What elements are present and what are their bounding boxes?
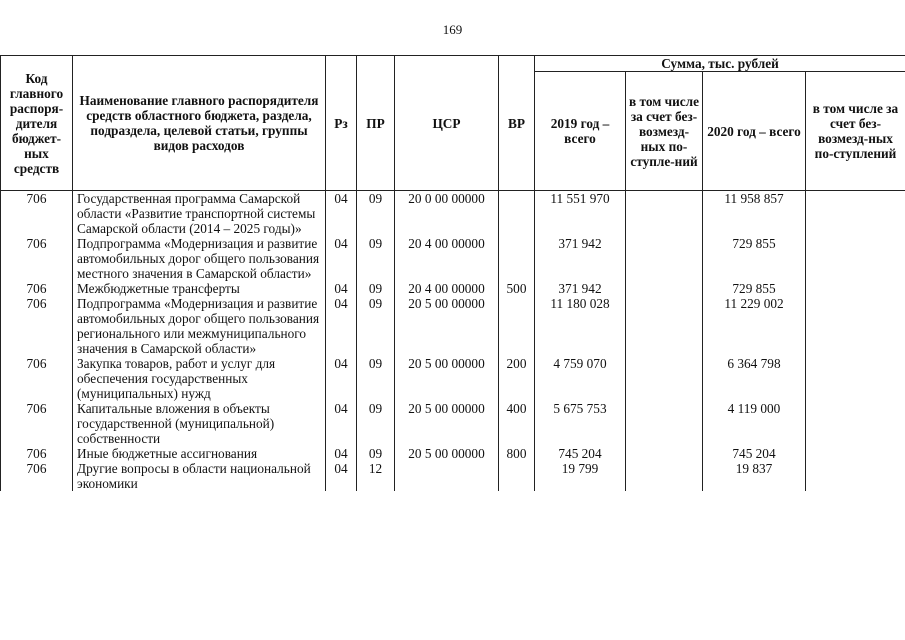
cell-code: 706 bbox=[1, 401, 73, 446]
col-header-sum-group: Сумма, тыс. рублей bbox=[535, 56, 905, 72]
cell-rz: 04 bbox=[326, 401, 357, 446]
col-header-csr: ЦСР bbox=[395, 56, 499, 191]
cell-csr: 20 0 00 00000 bbox=[395, 191, 499, 237]
table-row bbox=[1, 236, 905, 281]
cell-2020-gratuitous bbox=[806, 236, 905, 281]
cell-2020-gratuitous bbox=[806, 401, 905, 446]
cell-name: Межбюджетные трансферты bbox=[73, 281, 326, 296]
cell-vr bbox=[499, 296, 535, 356]
table-row bbox=[1, 461, 905, 491]
cell-2020-total: 729 855 bbox=[703, 281, 806, 296]
cell-pr: 12 bbox=[357, 461, 395, 491]
table-row bbox=[1, 401, 905, 446]
cell-name: Иные бюджетные ассигнования bbox=[73, 446, 326, 461]
cell-csr: 20 5 00 00000 bbox=[395, 401, 499, 446]
cell-name: Подпрограмма «Модернизация и развитие автомобильных дорог общего пользования регионального или межмуниципального значения в Самарской области» bbox=[73, 296, 326, 356]
cell-2019-total: 371 942 bbox=[535, 236, 626, 281]
cell-2019-total: 745 204 bbox=[535, 446, 626, 461]
cell-name: Государственная программа Самарской области «Развитие транспортной системы Самарской области (2014 – 2025 годы)» bbox=[73, 191, 326, 237]
col-header-code: Код главного распоря-дителя бюджет-ных средств bbox=[1, 56, 73, 191]
cell-rz: 04 bbox=[326, 296, 357, 356]
cell-2020-total: 6 364 798 bbox=[703, 356, 806, 401]
cell-2020-total: 19 837 bbox=[703, 461, 806, 491]
cell-csr: 20 4 00 00000 bbox=[395, 281, 499, 296]
cell-pr: 09 bbox=[357, 191, 395, 237]
col-header-pr: ПР bbox=[357, 56, 395, 191]
cell-code: 706 bbox=[1, 446, 73, 461]
cell-code: 706 bbox=[1, 236, 73, 281]
cell-2019-gratuitous bbox=[626, 296, 703, 356]
cell-pr: 09 bbox=[357, 401, 395, 446]
cell-code: 706 bbox=[1, 296, 73, 356]
cell-2020-gratuitous bbox=[806, 461, 905, 491]
table-header-row-1 bbox=[1, 56, 905, 72]
cell-pr: 09 bbox=[357, 236, 395, 281]
cell-pr: 09 bbox=[357, 356, 395, 401]
cell-vr: 500 bbox=[499, 281, 535, 296]
cell-2020-total: 729 855 bbox=[703, 236, 806, 281]
cell-2019-gratuitous bbox=[626, 236, 703, 281]
col-header-2020-gratuitous: в том числе за счет без-возмезд-ных по-ступлений bbox=[806, 72, 905, 191]
cell-code: 706 bbox=[1, 191, 73, 237]
budget-table bbox=[0, 55, 905, 491]
table-row bbox=[1, 281, 905, 296]
col-header-name: Наименование главного распорядителя средств областного бюджета, раздела, подраздела, целевой статьи, группы видов расходов bbox=[73, 56, 326, 191]
cell-vr bbox=[499, 191, 535, 237]
cell-rz: 04 bbox=[326, 461, 357, 491]
budget-table-wrap bbox=[0, 55, 905, 491]
cell-2019-total: 371 942 bbox=[535, 281, 626, 296]
cell-name: Другие вопросы в области национальной экономики bbox=[73, 461, 326, 491]
cell-2019-total: 5 675 753 bbox=[535, 401, 626, 446]
cell-vr: 400 bbox=[499, 401, 535, 446]
cell-rz: 04 bbox=[326, 191, 357, 237]
cell-2020-gratuitous bbox=[806, 191, 905, 237]
cell-2019-total: 4 759 070 bbox=[535, 356, 626, 401]
col-header-2019-gratuitous: в том числе за счет без-возмезд-ных по-ступле-ний bbox=[626, 72, 703, 191]
cell-2020-gratuitous bbox=[806, 281, 905, 296]
cell-vr: 800 bbox=[499, 446, 535, 461]
table-row bbox=[1, 446, 905, 461]
cell-rz: 04 bbox=[326, 236, 357, 281]
cell-vr: 200 bbox=[499, 356, 535, 401]
cell-2019-gratuitous bbox=[626, 446, 703, 461]
col-header-vr: ВР bbox=[499, 56, 535, 191]
cell-2019-gratuitous bbox=[626, 461, 703, 491]
table-row bbox=[1, 356, 905, 401]
cell-pr: 09 bbox=[357, 446, 395, 461]
cell-2019-total: 19 799 bbox=[535, 461, 626, 491]
cell-2020-total: 11 229 002 bbox=[703, 296, 806, 356]
table-row bbox=[1, 191, 905, 237]
cell-code: 706 bbox=[1, 281, 73, 296]
table-row bbox=[1, 296, 905, 356]
cell-2020-total: 745 204 bbox=[703, 446, 806, 461]
cell-2019-total: 11 180 028 bbox=[535, 296, 626, 356]
cell-code: 706 bbox=[1, 461, 73, 491]
cell-csr bbox=[395, 461, 499, 491]
col-header-rz: Рз bbox=[326, 56, 357, 191]
cell-csr: 20 5 00 00000 bbox=[395, 356, 499, 401]
cell-2019-gratuitous bbox=[626, 401, 703, 446]
cell-rz: 04 bbox=[326, 356, 357, 401]
cell-vr bbox=[499, 236, 535, 281]
cell-2019-total: 11 551 970 bbox=[535, 191, 626, 237]
cell-rz: 04 bbox=[326, 281, 357, 296]
col-header-2020-total: 2020 год – всего bbox=[703, 72, 806, 191]
cell-vr bbox=[499, 461, 535, 491]
cell-csr: 20 5 00 00000 bbox=[395, 296, 499, 356]
cell-csr: 20 4 00 00000 bbox=[395, 236, 499, 281]
cell-2019-gratuitous bbox=[626, 356, 703, 401]
cell-2019-gratuitous bbox=[626, 281, 703, 296]
page-number: 169 bbox=[442, 22, 463, 37]
cell-2020-gratuitous bbox=[806, 446, 905, 461]
cell-name: Капитальные вложения в объекты государственной (муниципальной) собственности bbox=[73, 401, 326, 446]
cell-name: Подпрограмма «Модернизация и развитие автомобильных дорог общего пользования местного значения в Самарской области» bbox=[73, 236, 326, 281]
cell-pr: 09 bbox=[357, 296, 395, 356]
cell-rz: 04 bbox=[326, 446, 357, 461]
cell-code: 706 bbox=[1, 356, 73, 401]
col-header-2019-total: 2019 год – всего bbox=[535, 72, 626, 191]
cell-pr: 09 bbox=[357, 281, 395, 296]
cell-2020-total: 4 119 000 bbox=[703, 401, 806, 446]
cell-2019-gratuitous bbox=[626, 191, 703, 237]
cell-name: Закупка товаров, работ и услуг для обеспечения государственных (муниципальных) нужд bbox=[73, 356, 326, 401]
cell-2020-gratuitous bbox=[806, 356, 905, 401]
cell-2020-total: 11 958 857 bbox=[703, 191, 806, 237]
cell-2020-gratuitous bbox=[806, 296, 905, 356]
cell-csr: 20 5 00 00000 bbox=[395, 446, 499, 461]
